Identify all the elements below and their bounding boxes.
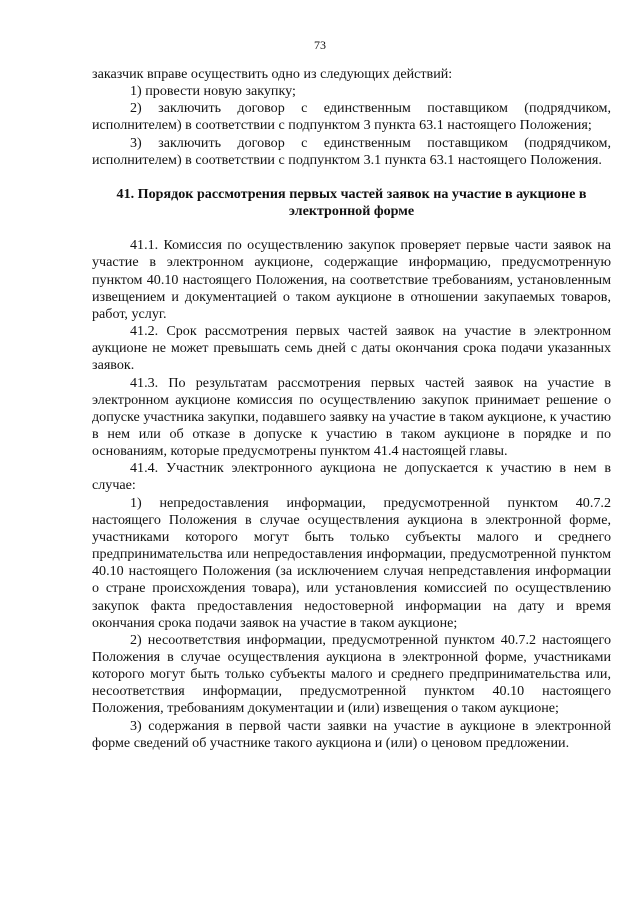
clause-item-2: 2) несоответствия информации, предусмотренной пунктом 40.7.2 настоящего Положения в случае осуществления аукциона в электронной форме, участниками которого могут быть только субъекты малого и среднего предпринимательства или, несоответствия информации, предусмотренной пунктом 40.10 настоящего Положения, требованиям документации и (или) извещения о таком аукционе;	[92, 631, 611, 717]
clause-item-1: 1) непредоставления информации, предусмотренной пунктом 40.7.2 настоящего Положения в случае осуществления аукциона в электронной форме, участниками которого могут быть только субъекты малого и среднего предпринимательства или непредоставления информации, предусмотренной пунктом 40.10 настоящего Положения (за исключением случая непредставления информации о стране происхождения товара), или установления комиссией по осуществлению закупок факта предоставления недостоверной информации на дату и время окончания срока подачи заявок на участие в таком аукционе;	[92, 494, 611, 631]
paragraph-41-1: 41.1. Комиссия по осуществлению закупок проверяет первые части заявок на участие в электронном аукционе, содержащие информацию, предусмотренную пунктом 40.10 настоящего Положения, на соответствие требованиям, установленным извещением и документацией о таком аукционе в отношении закупаемых товаров, работ, услуг.	[92, 237, 611, 322]
page-content	[92, 66, 611, 752]
section-heading: 41. Порядок рассмотрения первых частей заявок на участие в аукционе в электронной форме	[116, 185, 587, 220]
spacer	[92, 220, 611, 237]
continuation-lead: заказчик вправе осуществить одно из следующих действий:	[92, 66, 453, 82]
spacer	[92, 169, 611, 186]
option-item-1: 1) провести новую закупку;	[130, 83, 296, 100]
clause-item-3: 3) содержания в первой части заявки на участие в аукционе в электронной форме сведений об участнике такого аукциона и (или) о ценовом предложении.	[92, 717, 611, 751]
page-number: 73	[314, 38, 326, 52]
option-item-2: 2) заключить договор с единственным поставщиком (подрядчиком, исполнителем) в соответствии с подпунктом 3 пункта 63.1 настоящего Положения;	[92, 100, 611, 134]
option-item-3: 3) заключить договор с единственным поставщиком (подрядчиком, исполнителем) в соответствии с подпунктом 3.1 пункта 63.1 настоящего Положения.	[92, 134, 611, 168]
paragraph-41-3: 41.3. По результатам рассмотрения первых частей заявок на участие в электронном аукционе комиссия по осуществлению закупок принимает решение о допуске участника закупки, подавшего заявку на участие в таком аукционе, к участию в нем или об отказе в допуске к участию в таком аукционе в порядке и по основаниям, которые предусмотрены пунктом 41.4 настоящей главы.	[92, 374, 611, 460]
paragraph-41-2: 41.2. Срок рассмотрения первых частей заявок на участие в электронном аукционе не может превышать семь дней с даты окончания срока подачи указанных заявок.	[92, 323, 611, 374]
paragraph-41-4: 41.4. Участник электронного аукциона не допускается к участию в нем в случае:	[92, 460, 611, 494]
